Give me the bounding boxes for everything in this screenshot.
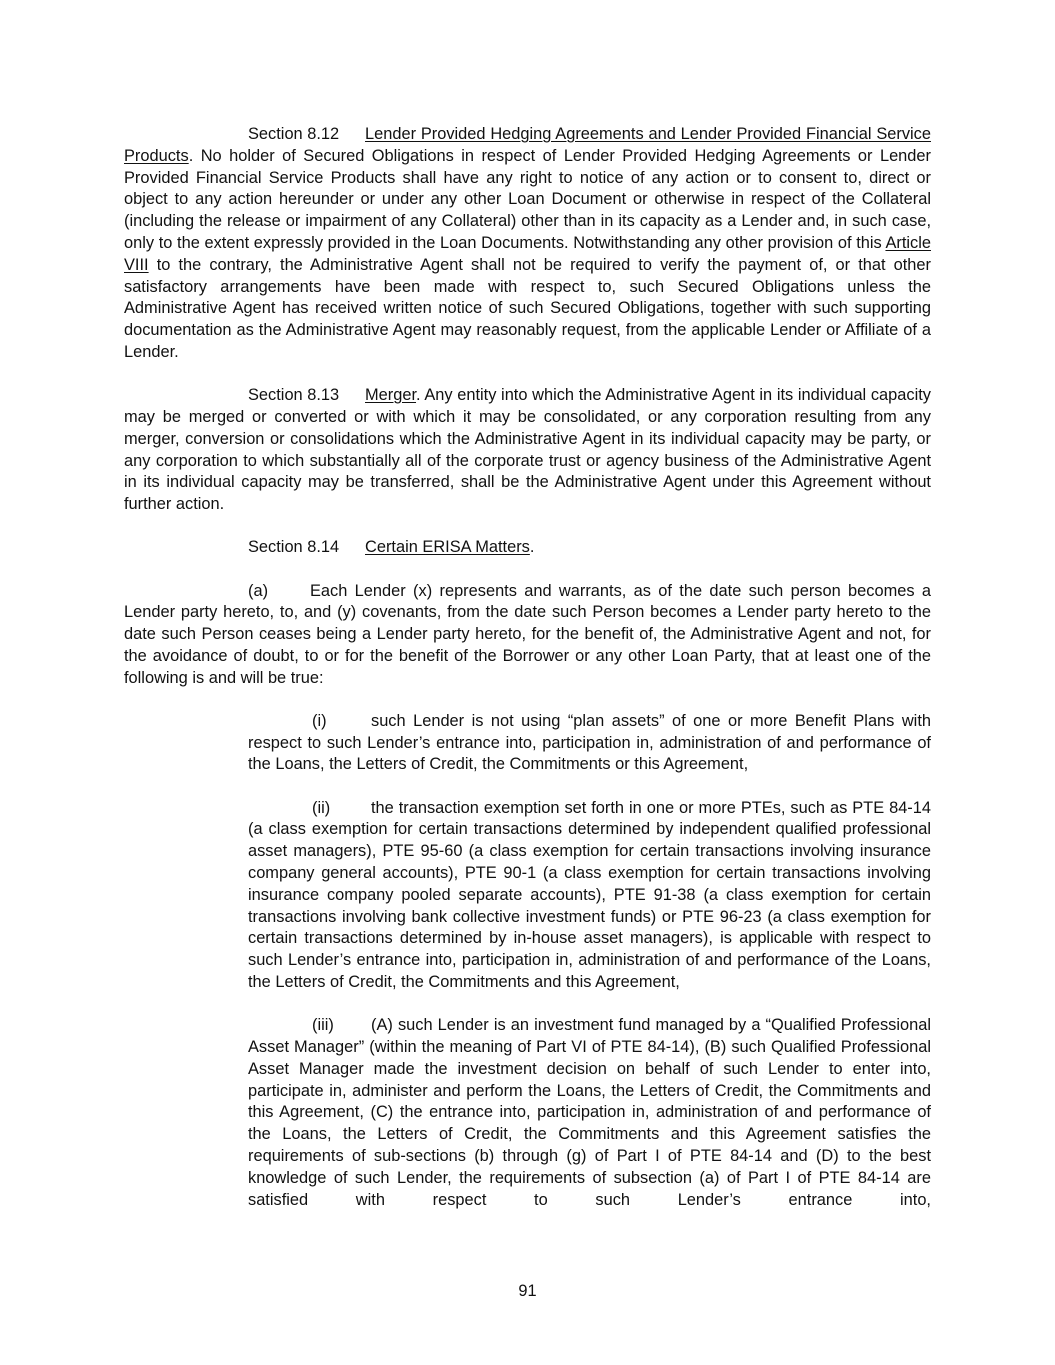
item-text: (A) such Lender is an investment fund managed by a “Qualified Professional Asset Manager” (within the meaning of Part VI of PTE 84-14), (B) such Qualified Professional Asset Manager made the investment decision on behalf of such Lender to enter into, participate in, administer and perform the Loans, the Letters of Credit, the Commitments and this Agreement, (C) the entrance into, participation in, administration of and performance of the Loans, the Letters of Credit, the Commitments and this Agreement satisfies the requirements of sub-sections (b) through (g) of Part I of PTE 84-14 and (D) to the best knowledge of such Lender, the requirements of subsection (a) of Part I of PTE 84-14 are satisfied with respect to such Lender’s entrance into, bbox=[248, 1016, 931, 1209]
list-item-iii bbox=[248, 1015, 931, 1211]
section-number: Section 8.12 bbox=[248, 125, 340, 143]
section-8-12-paragraph bbox=[124, 124, 931, 364]
heading-period: . bbox=[529, 538, 535, 557]
section-8-13-paragraph bbox=[124, 385, 931, 516]
section-number: Section 8.13 bbox=[248, 386, 340, 405]
section-heading: Certain ERISA Matters bbox=[365, 538, 530, 557]
section-body-text-continued: to the contrary, the Administrative Agent shall not be required to verify the payment of, or that other satisfactory arrangements have been made with respect to, such Secured Obligations unless the Administrative Agent has received written notice of such Secured Obligations, together with such supporting documentation as the Administrative Agent may reasonably request, from the applicable Lender or Affiliate of a Lender. bbox=[124, 255, 931, 361]
subsection-text: Each Lender (x) represents and warrants, as of the date such person becomes a Lender party hereto, to, and (y) covenants, from the date such Person becomes a Lender party hereto to the date such Person ceases being a Lender party hereto, for the benefit of, the Administrative Agent and not, for the avoidance of doubt, to or for the benefit of the Borrower or any other Loan Party, that at least one of the following is and will be true: bbox=[124, 581, 931, 687]
list-item-i bbox=[248, 711, 931, 776]
section-body-text: . Any entity into which the Administrative Agent in its individual capacity may be merged or converted or with which it may be consolidated, or any corporation resulting from any merger, conversion or consolidations which the Administrative Agent in its individual capacity may be party, or any corporation to which substantially all of the corporate trust or agency business of the Administrative Agent in its individual capacity may be transferred, shall be the Administrative Agent under this Agreement without further action. bbox=[124, 386, 931, 514]
subsection-a-paragraph bbox=[124, 581, 931, 690]
section-heading: Merger bbox=[365, 386, 417, 405]
subsection-label: (a) bbox=[248, 581, 269, 600]
article-reference: Article VIII bbox=[124, 233, 931, 274]
item-text: the transaction exemption set forth in one or more PTEs, such as PTE 84-14 (a class exemption for certain transactions determined by independent qualified professional asset managers), PTE 95-60 (a class exemption for certain transactions involving insurance company general accounts), PTE 90-1 (a class exemption for certain transactions involving insurance company pooled separate accounts), PTE 91-38 (a class exemption for certain transactions involving bank collective investment funds) or PTE 96-23 (a class exemption for certain transactions determined by in-house asset managers), is applicable with respect to such Lender’s entrance into, participation in, administration of and performance of the Loans, the Letters of Credit, the Commitments and this Agreement, bbox=[248, 798, 931, 992]
section-body-text: . No holder of Secured Obligations in respect of Lender Provided Hedging Agreements or Lender Provided Financial Service Products shall have any right to notice of any action or to consent to, direct or object to any action hereunder or under any other Loan Document or otherwise in respect of the Collateral (including the release or impairment of any Collateral) other than in its capacity as a Lender and, in such case, only to the extent expressly provided in the Loan Documents. Notwithstanding any other provision of this bbox=[124, 146, 931, 252]
list-item-ii bbox=[248, 798, 931, 994]
item-text: such Lender is not using “plan assets” of one or more Benefit Plans with respect to such Lender’s entrance into, participation in, administration of and performance of the Loans, the Letters of Credit, the Commitments or this Agreement, bbox=[248, 711, 931, 774]
section-number: Section 8.14 bbox=[248, 538, 340, 557]
item-label: (i) bbox=[312, 711, 327, 730]
document-page bbox=[124, 124, 931, 1211]
page-number: 91 bbox=[518, 1282, 537, 1300]
item-label: (ii) bbox=[312, 798, 331, 817]
item-label: (iii) bbox=[312, 1016, 334, 1035]
section-8-14-heading-line bbox=[124, 537, 931, 559]
section-heading: Lender Provided Hedging Agreements and Lender Provided Financial Service Products bbox=[124, 125, 931, 165]
